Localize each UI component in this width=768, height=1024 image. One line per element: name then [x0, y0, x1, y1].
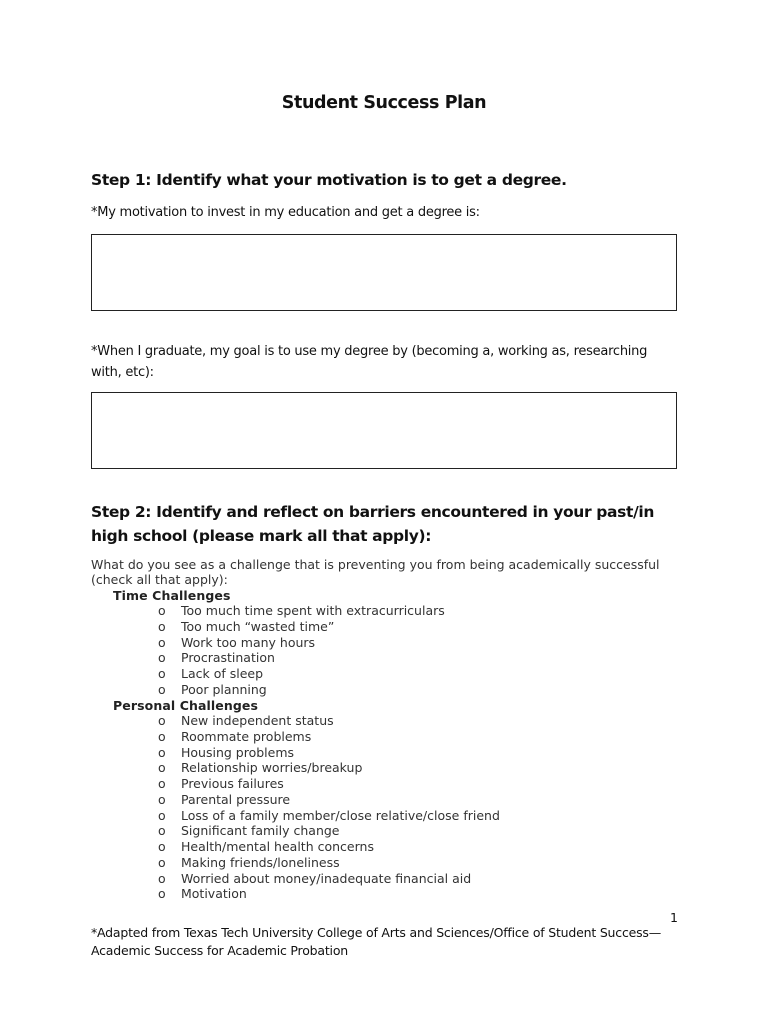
step-2-heading: Step 2: Identify and reflect on barriers encountered in your past/in high school (please mark all that apply):: [91, 503, 655, 545]
checklist-item-label: Poor planning: [181, 681, 267, 697]
document-title: Student Success Plan: [281, 93, 487, 113]
checkbox-bullet-icon[interactable]: o: [158, 823, 166, 839]
checkbox-bullet-icon[interactable]: o: [158, 650, 166, 666]
checkbox-bullet-icon[interactable]: o: [158, 776, 166, 791]
checklist-item-label: Loss of a family member/close relative/close friend: [181, 807, 500, 823]
checkbox-bullet-icon[interactable]: o: [158, 603, 166, 618]
checkbox-bullet-icon[interactable]: o: [158, 839, 166, 854]
checkbox-bullet-icon[interactable]: o: [158, 666, 166, 681]
time-challenges-heading: Time Challenges: [113, 588, 231, 603]
checkbox-bullet-icon[interactable]: o: [158, 618, 166, 634]
personal-challenges-heading: Personal Challenges: [113, 698, 259, 713]
page-number: 1: [670, 910, 678, 925]
checklist-item-label: Worried about money/inadequate financial aid: [181, 870, 472, 886]
footnote: *Adapted from Texas Tech University College of Arts and Sciences/Office of Student Success—Academic Success for Academic Probation: [91, 925, 662, 958]
checklist-item-label: Lack of sleep: [181, 666, 264, 681]
checkbox-bullet-icon[interactable]: o: [158, 744, 166, 760]
motivation-prompt: *My motivation to invest in my education and get a degree is:: [91, 205, 480, 220]
checkbox-bullet-icon[interactable]: o: [158, 681, 166, 697]
checklist-item-label: Procrastination: [181, 650, 275, 666]
checklist-item-label: Roommate problems: [181, 728, 312, 744]
checkbox-bullet-icon[interactable]: o: [158, 854, 166, 870]
goal-answer-box[interactable]: [91, 392, 677, 469]
checkbox-bullet-icon[interactable]: o: [158, 807, 166, 823]
checklist-item-label: Housing problems: [181, 744, 295, 760]
checklist-item-label: Significant family change: [181, 823, 340, 839]
step-1-heading: Step 1: Identify what your motivation is to get a degree.: [91, 171, 567, 189]
checkbox-bullet-icon[interactable]: o: [158, 886, 166, 902]
challenges-intro: What do you see as a challenge that is preventing you from being academically successful (check all that apply):: [91, 557, 660, 587]
checklist-item-label: Too much “wasted time”: [181, 618, 335, 634]
checklist-item-label: Previous failures: [181, 776, 284, 791]
checklist-item-label: New independent status: [181, 713, 334, 728]
checkbox-bullet-icon[interactable]: o: [158, 728, 166, 744]
checkbox-bullet-icon[interactable]: o: [158, 870, 166, 886]
checklist-item-label: Relationship worries/breakup: [181, 760, 363, 776]
checklist-item-label: Too much time spent with extracurriculars: [181, 603, 445, 618]
checkbox-bullet-icon[interactable]: o: [158, 713, 166, 728]
motivation-answer-box[interactable]: [91, 234, 677, 311]
checklist-item-label: Making friends/loneliness: [181, 854, 340, 870]
checklist-item-label: Health/mental health concerns: [181, 839, 374, 854]
checklist-item-label: Motivation: [181, 886, 247, 902]
checkbox-bullet-icon[interactable]: o: [158, 791, 166, 807]
checklist-item-label: Work too many hours: [181, 634, 316, 650]
checkbox-bullet-icon[interactable]: o: [158, 760, 166, 776]
checklist-item-label: Parental pressure: [181, 791, 291, 807]
checkbox-bullet-icon[interactable]: o: [158, 634, 166, 650]
goal-prompt: *When I graduate, my goal is to use my degree by (becoming a, working as, researching with, etc):: [91, 344, 648, 380]
